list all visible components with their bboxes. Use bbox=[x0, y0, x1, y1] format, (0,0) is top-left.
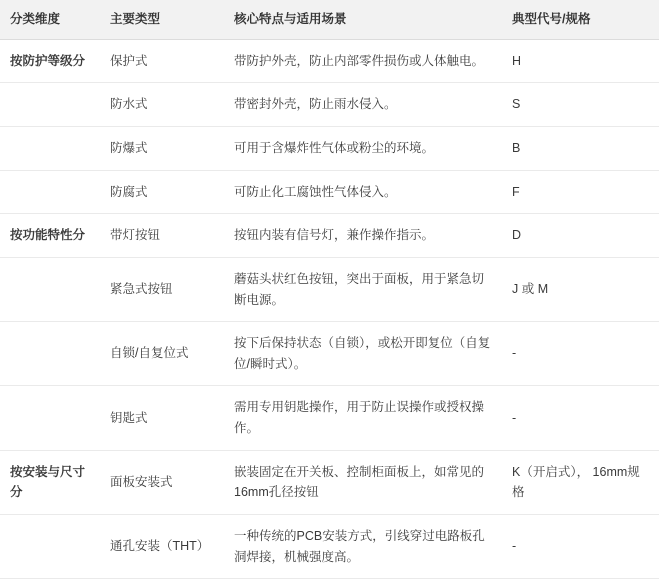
cell-code: - bbox=[502, 322, 659, 386]
cell-description: 带密封外壳，防止雨水侵入。 bbox=[224, 83, 502, 127]
column-header-description: 核心特点与适用场景 bbox=[224, 0, 502, 39]
cell-type: 通孔安装（THT） bbox=[100, 514, 224, 578]
cell-description: 一种传统的PCB安装方式，引线穿过电路板孔洞焊接，机械强度高。 bbox=[224, 514, 502, 578]
cell-code: - bbox=[502, 386, 659, 450]
cell-type: 面板安装式 bbox=[100, 450, 224, 514]
cell-dimension bbox=[0, 170, 100, 214]
cell-type: 带灯按钮 bbox=[100, 214, 224, 258]
cell-code: K（开启式）， 16mm规格 bbox=[502, 450, 659, 514]
cell-description: 嵌装固定在开关板、控制柜面板上，如常见的16mm孔径按钮 bbox=[224, 450, 502, 514]
table-row bbox=[0, 257, 659, 321]
cell-code: F bbox=[502, 170, 659, 214]
cell-type: 防爆式 bbox=[100, 127, 224, 171]
table-body bbox=[0, 39, 659, 578]
table-header-row bbox=[0, 0, 659, 39]
cell-description: 可用于含爆炸性气体或粉尘的环境。 bbox=[224, 127, 502, 171]
cell-dimension: 按防护等级分 bbox=[0, 39, 100, 83]
cell-dimension bbox=[0, 83, 100, 127]
cell-type: 钥匙式 bbox=[100, 386, 224, 450]
cell-code: H bbox=[502, 39, 659, 83]
cell-type: 保护式 bbox=[100, 39, 224, 83]
table-row bbox=[0, 170, 659, 214]
table-row bbox=[0, 322, 659, 386]
cell-code: - bbox=[502, 514, 659, 578]
cell-dimension bbox=[0, 127, 100, 171]
table-row bbox=[0, 214, 659, 258]
cell-description: 可防止化工腐蚀性气体侵入。 bbox=[224, 170, 502, 214]
cell-dimension bbox=[0, 514, 100, 578]
cell-dimension: 按功能特性分 bbox=[0, 214, 100, 258]
cell-dimension: 按安装与尺寸分 bbox=[0, 450, 100, 514]
cell-description: 需用专用钥匙操作，用于防止误操作或授权操作。 bbox=[224, 386, 502, 450]
column-header-type: 主要类型 bbox=[100, 0, 224, 39]
cell-dimension bbox=[0, 257, 100, 321]
cell-code: S bbox=[502, 83, 659, 127]
table-row bbox=[0, 514, 659, 578]
table-row bbox=[0, 386, 659, 450]
column-header-code: 典型代号/规格 bbox=[502, 0, 659, 39]
cell-description: 蘑菇头状红色按钮，突出于面板，用于紧急切断电源。 bbox=[224, 257, 502, 321]
table-row bbox=[0, 83, 659, 127]
cell-type: 自锁/自复位式 bbox=[100, 322, 224, 386]
cell-dimension bbox=[0, 386, 100, 450]
table-row bbox=[0, 39, 659, 83]
cell-type: 防腐式 bbox=[100, 170, 224, 214]
cell-description: 带防护外壳，防止内部零件损伤或人体触电。 bbox=[224, 39, 502, 83]
cell-description: 按下后保持状态（自锁），或松开即复位（自复位/瞬时式）。 bbox=[224, 322, 502, 386]
table-header bbox=[0, 0, 659, 39]
table-row bbox=[0, 450, 659, 514]
cell-code: D bbox=[502, 214, 659, 258]
column-header-dimension: 分类维度 bbox=[0, 0, 100, 39]
cell-type: 防水式 bbox=[100, 83, 224, 127]
cell-dimension bbox=[0, 322, 100, 386]
cell-code: B bbox=[502, 127, 659, 171]
table-row bbox=[0, 127, 659, 171]
cell-code: J 或 M bbox=[502, 257, 659, 321]
cell-description: 按钮内装有信号灯，兼作操作指示。 bbox=[224, 214, 502, 258]
cell-type: 紧急式按钮 bbox=[100, 257, 224, 321]
